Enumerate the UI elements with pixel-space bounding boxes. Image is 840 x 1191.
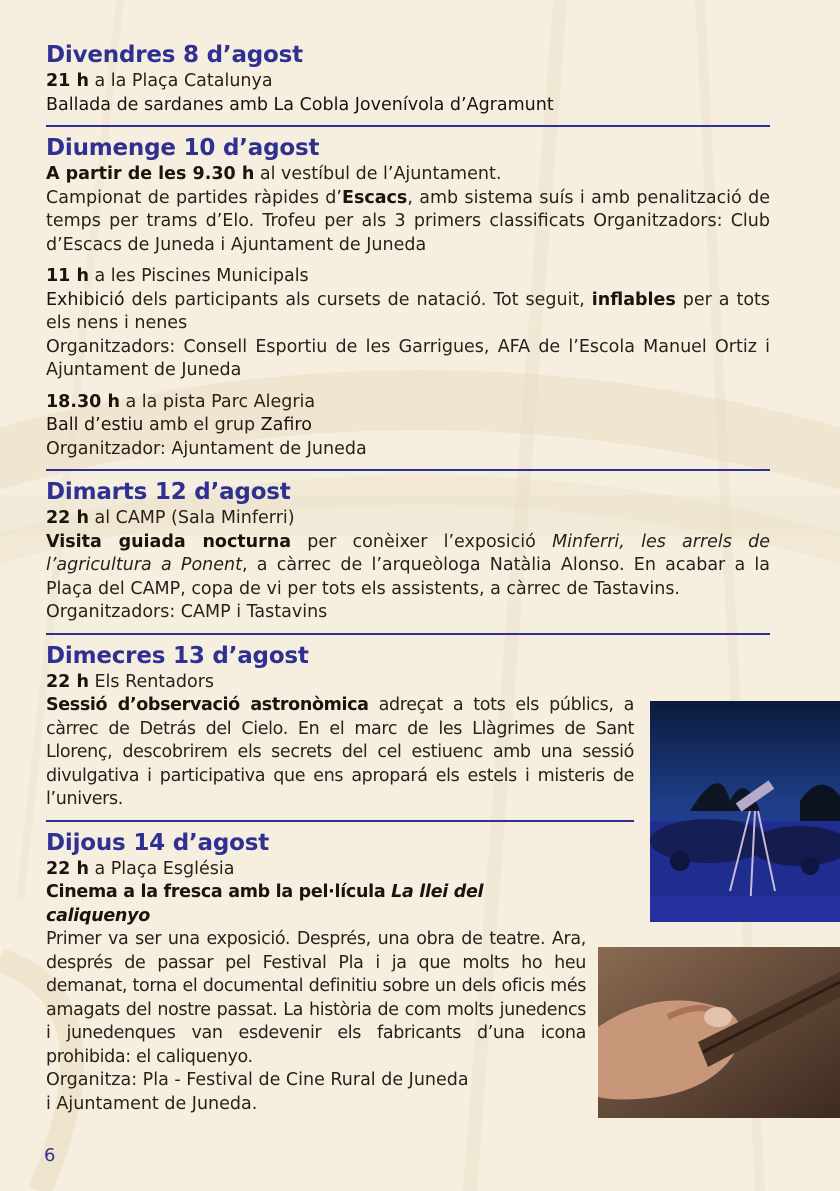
- event-item: [46, 70, 770, 117]
- event-highlight: Zafiro: [260, 415, 312, 435]
- event-place: a la pista Parc Alegria: [119, 391, 316, 412]
- event-item: [46, 163, 770, 257]
- event-place: a les Piscines Municipals: [88, 266, 309, 286]
- event-time: 18.30 h: [46, 391, 120, 412]
- event-description: Ballada de sardanes amb La Cobla Jovenívola d’Agramunt: [46, 94, 554, 115]
- day-heading: Dimecres 13 d’agost: [46, 642, 309, 669]
- event-highlight: Visita guiada nocturna: [46, 531, 292, 552]
- event-description: [46, 289, 770, 336]
- exhibition-title: Minferri, les arrels de l’agricultura a Ponent: [46, 531, 771, 575]
- event-description-text: per conèixer l’exposició: [291, 531, 553, 552]
- event-item: [46, 391, 770, 462]
- event-item: [46, 671, 634, 812]
- day-section-dimarts: [46, 477, 770, 625]
- section-divider: [46, 633, 770, 635]
- event-organizers: Organitza: Pla - Festival de Cine Rural de Juneda: [46, 1070, 469, 1090]
- event-highlight: Ball d’estiu: [46, 415, 144, 435]
- film-title: La llei del caliquenyo: [46, 882, 484, 926]
- event-organizers: Organitzadors: Consell Esportiu de les Garrigues, AFA de l’Escola Manuel Ortiz i Ajuntament de Juneda: [46, 336, 770, 380]
- event-place: Els Rentadors: [88, 671, 215, 692]
- day-section-divendres: [46, 40, 770, 117]
- page-number: 6: [44, 1145, 56, 1166]
- day-section-diumenge: [46, 133, 770, 461]
- event-description-text: adreçat a tots els públics, a càrrec de Detrás del Cielo. En el marc de les Llàgrimes de Sant Llorenç, descobrirem els secrets del cel estiuenc amb una sessió divulgativa i participativa que ens apropará els estels i misteris de l’univers.: [46, 695, 634, 809]
- event-description-text: Campionat de partides ràpides d’: [46, 187, 342, 208]
- day-section-dijous: [46, 828, 586, 1117]
- event-highlight: inflables: [591, 289, 676, 310]
- event-time: 21 h: [46, 71, 89, 91]
- event-place: al CAMP (Sala Minferri): [88, 508, 295, 528]
- event-description-text: , amb sistema suís i amb penalització de temps per trams d’Elo. Trofeu per als 3 primers classificats Organitzadors: Club d’Escacs de Juneda i Ajuntament de Juneda: [46, 187, 770, 255]
- event-item: [46, 507, 770, 625]
- event-description-text: amb el grup: [143, 415, 261, 435]
- event-time: 22 h: [46, 671, 89, 692]
- day-heading: Diumenge 10 d’agost: [46, 135, 320, 161]
- event-description: [46, 694, 634, 812]
- event-highlight: Exhibició: [46, 289, 125, 310]
- section-divider: [46, 820, 634, 822]
- event-place: a la Plaça Catalunya: [88, 71, 273, 91]
- event-time: A partir de les 9.30 h: [46, 164, 255, 184]
- event-time: 22 h: [46, 858, 89, 879]
- astronomy-photo: [650, 701, 840, 922]
- event-title: [46, 881, 586, 928]
- event-highlight: Cinema a la fresca amb la pel·lícula: [46, 882, 392, 902]
- event-highlight: Sessió d’observació astronòmica: [46, 695, 369, 715]
- event-item: [46, 265, 770, 383]
- event-organizers: Organitzador: Ajuntament de Juneda: [46, 438, 367, 459]
- day-heading: Dimarts 12 d’agost: [46, 479, 291, 505]
- event-place: al vestíbul de l’Ajuntament.: [254, 164, 502, 184]
- event-organizers: Organitzadors: CAMP i Tastavins: [46, 602, 328, 622]
- day-section-dimecres: [46, 641, 634, 812]
- section-divider: [46, 469, 770, 471]
- event-place: a Plaça Església: [88, 858, 235, 879]
- event-description: [46, 187, 770, 258]
- event-description: [46, 531, 770, 602]
- day-heading: Divendres 8 d’agost: [46, 42, 303, 68]
- event-description: [46, 414, 770, 438]
- event-highlight: Escacs: [341, 187, 408, 208]
- event-item: [46, 858, 586, 1117]
- event-description-text: , a càrrec de l’arqueòloga Natàlia Alonso. En acabar a la Plaça del CAMP, copa de vi per tots els assistents, a càrrec de Tastavins.: [46, 555, 770, 599]
- day-heading: Dijous 14 d’agost: [46, 829, 270, 856]
- caliquenyo-photo: [598, 947, 840, 1118]
- event-organizers: i Ajuntament de Juneda.: [46, 1093, 258, 1114]
- event-description-text: dels participants als cursets de natació. Tot seguit,: [124, 289, 592, 310]
- event-time: 22 h: [46, 508, 89, 528]
- section-divider: [46, 125, 770, 127]
- event-time: 11 h: [46, 266, 89, 286]
- event-description-text: per a tots els nens i nenes: [46, 289, 771, 333]
- event-description: Primer va ser una exposició. Després, una obra de teatre. Ara, després de passar pel Festival Pla i ja que molts ho heu demanat, torna el documental definitiu sobre un dels oficis més amagats del nostre passat. La història de com molts junedencs i junedenques van esdevenir els fabricants d’una icona prohibida: el caliquenyo.: [46, 929, 586, 1067]
